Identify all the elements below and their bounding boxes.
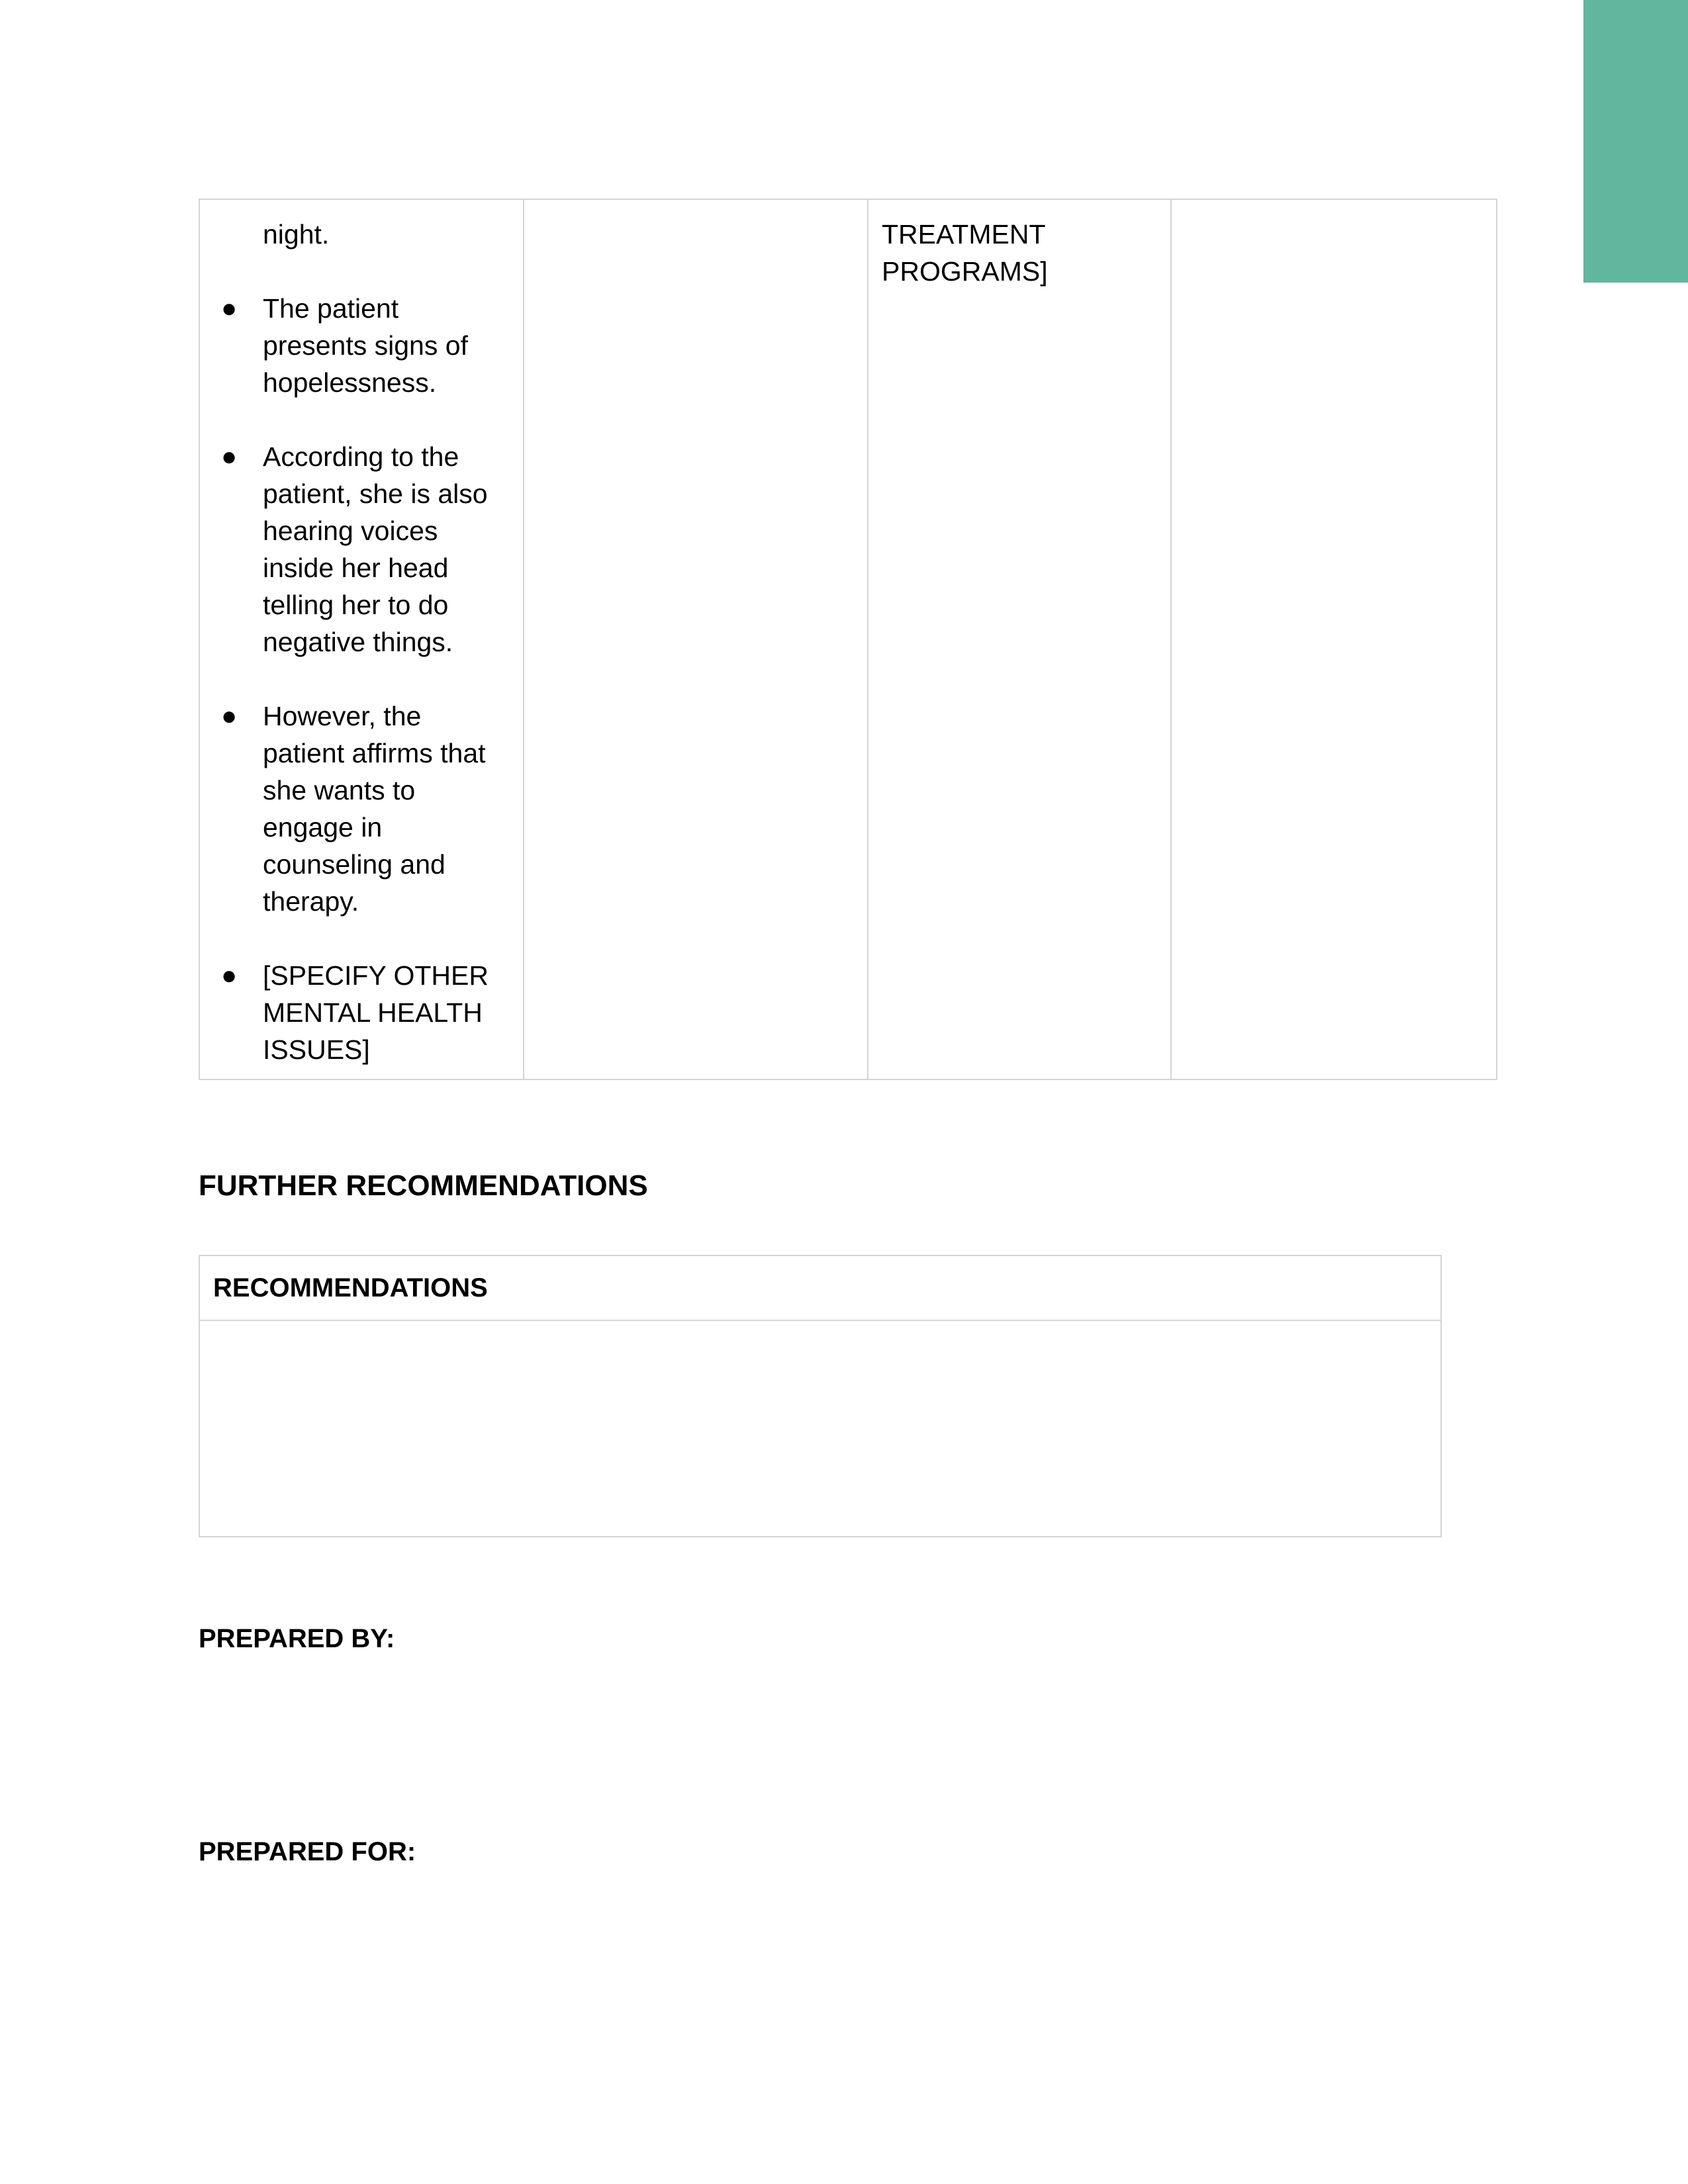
list-item (213, 290, 510, 401)
table-header-row (199, 1255, 1441, 1320)
issues-bullet-list (213, 290, 510, 1068)
mental-health-issues-cell (199, 199, 524, 1079)
bullet-text: The patient presents signs of hopelessness. (263, 293, 468, 398)
treatment-programs-cell (868, 199, 1171, 1079)
bullet-icon: ● (221, 442, 238, 471)
prepared-by-label: PREPARED BY: (199, 1624, 395, 1653)
bullet-text: However, the patient affirms that she wants to engage in counseling and therapy. (263, 701, 486, 917)
recommendations-body-cell[interactable] (199, 1320, 1441, 1537)
bullet-text: According to the patient, she is also hearing voices inside her head telling her to do negative things. (263, 441, 488, 657)
accent-tab (1583, 0, 1688, 283)
list-item (213, 438, 510, 660)
continued-text: night. (263, 219, 330, 250)
list-item (213, 698, 510, 920)
bullet-icon: ● (221, 702, 238, 731)
table-row (199, 1320, 1441, 1537)
recommendations-table (199, 1255, 1442, 1537)
bullet-icon: ● (221, 294, 238, 323)
treatment-programs-text: TREATMENT PROGRAMS] (882, 219, 1048, 287)
assessment-continuation-table (199, 199, 1497, 1080)
empty-cell (524, 199, 868, 1079)
empty-cell (1171, 199, 1497, 1079)
recommendations-header: RECOMMENDATIONS (199, 1255, 1441, 1320)
bullet-icon: ● (221, 961, 238, 990)
list-item (213, 957, 510, 1068)
prepared-for-label: PREPARED FOR: (199, 1837, 416, 1866)
table-row (199, 199, 1497, 1079)
bullet-text: [SPECIFY OTHER MENTAL HEALTH ISSUES] (263, 960, 489, 1065)
further-recommendations-heading: FURTHER RECOMMENDATIONS (199, 1169, 648, 1202)
